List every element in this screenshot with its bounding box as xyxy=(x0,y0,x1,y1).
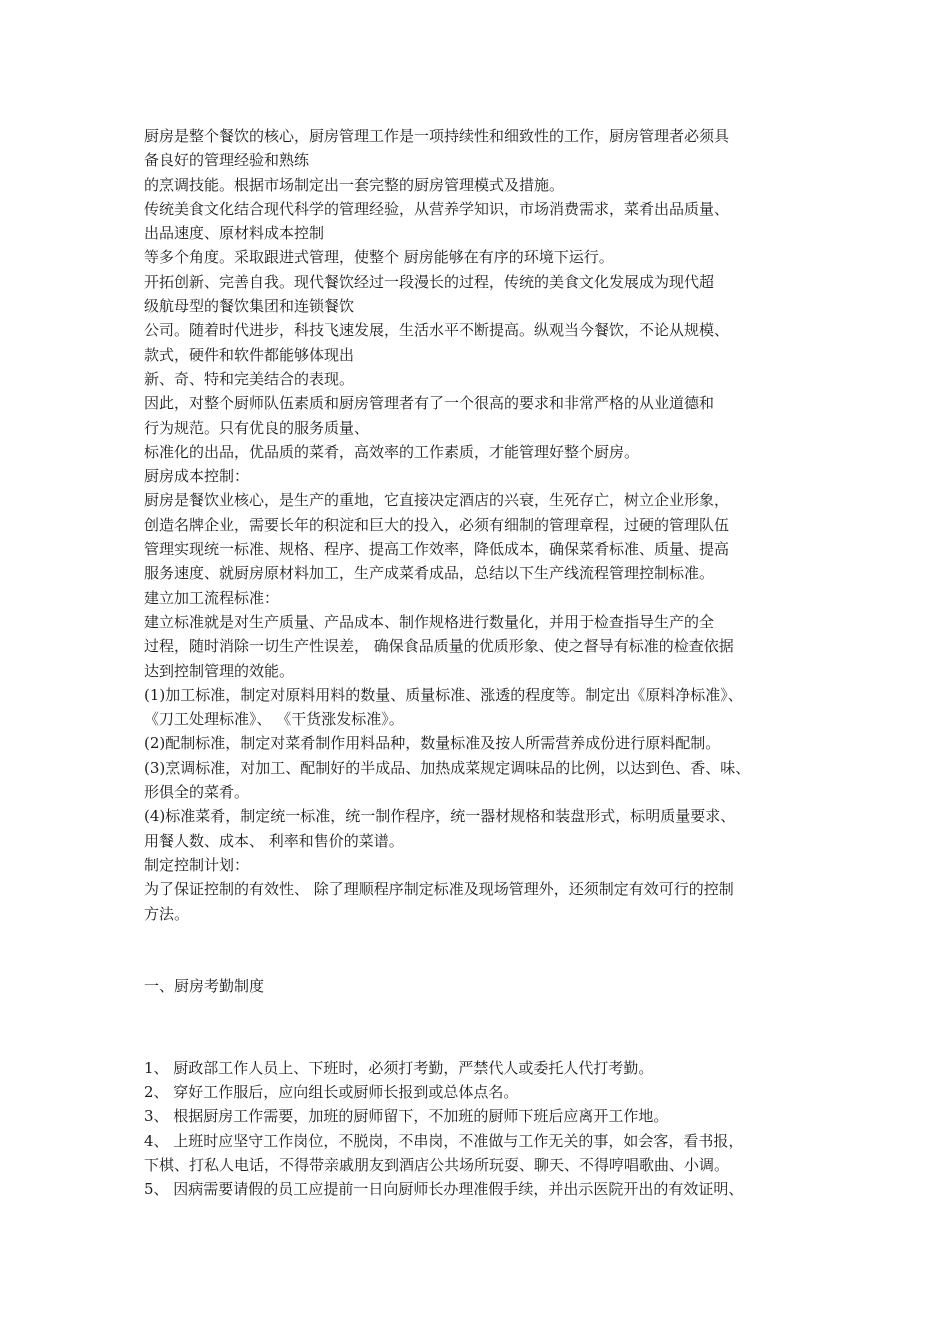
document-page xyxy=(144,124,824,1202)
section-heading: 一、厨房考勤制度 xyxy=(144,976,265,995)
list-item: (1)加工标准，制定对原料用料的数量、质量标准、涨透的程度等。制定出《原料净标准》、 xyxy=(144,685,743,704)
text-line: 服务速度、就厨房原材料加工，生产成菜肴成品，总结以下生产线流程管理控制标准。 xyxy=(144,564,715,583)
text-line: 用餐人数、成本、 利率和售价的菜谱。 xyxy=(144,831,404,850)
text-line: 级航母型的餐饮集团和连锁餐饮 xyxy=(144,297,355,316)
text-line: 形俱全的菜肴。 xyxy=(144,783,250,802)
rule-item: 3、 根据厨房工作需要，加班的厨师留下，不加班的厨师下班后应离开工作地。 xyxy=(144,1107,669,1126)
subheading-process-standard: 建立加工流程标准： xyxy=(144,588,280,607)
text-line: 厨房是整个餐饮的核心，厨房管理工作是一项持续性和细致性的工作，厨房管理者必须具 xyxy=(144,127,730,145)
text-line: 达到控制管理的效能。 xyxy=(144,661,295,680)
text-line: 为了保证控制的有效性、 除了理顺程序制定标准及现场管理外，还须制定有效可行的控制 xyxy=(144,880,734,899)
text-line: 标准化的出品，优品质的菜肴，高效率的工作素质，才能管理好整个厨房。 xyxy=(144,442,640,461)
text-line: 《刀工处理标准》、 《干货涨发标准》。 xyxy=(144,710,404,729)
subheading-cost-control: 厨房成本控制： xyxy=(144,467,250,486)
text-line: 行为规范。只有优良的服务质量、 xyxy=(144,418,370,437)
list-item: (2)配制标准，制定对菜肴制作用料品种，数量标准及按人所需营养成份进行原料配制。 xyxy=(144,734,721,753)
text-line: 建立标准就是对生产质量、产品成本、制作规格进行数量化，并用于检查指导生产的全 xyxy=(144,612,715,631)
text-line: 备良好的管理经验和熟练 xyxy=(144,151,310,170)
text-line: 公司。随着时代进步，科技飞速发展，生活水平不断提高。纵观当今餐饮，不论从规模、 xyxy=(144,321,730,340)
text-line: 下棋、打私人电话，不得带亲戚朋友到酒店公共场所玩耍、聊天、不得哼唱歌曲、小调。 xyxy=(144,1155,730,1174)
rule-item: 1、 厨政部工作人员上、下班时，必须打考勤，严禁代人或委托人代打考勤。 xyxy=(144,1058,654,1077)
text-line: 传统美食文化结合现代科学的管理经验，从营养学知识，市场消费需求，菜肴出品质量、 xyxy=(144,199,730,218)
list-item: (4)标准菜肴，制定统一标准，统一制作程序，统一器材规格和装盘形式，标明质量要求、 xyxy=(144,807,736,826)
text-line: 款式，硬件和软件都能够体现出 xyxy=(144,345,355,364)
text-line: 厨房是餐饮业核心，是生产的重地，它直接决定酒店的兴衰，生死存亡，树立企业形象， xyxy=(144,491,730,510)
intro-body xyxy=(144,124,824,926)
rule-item: 2、 穿好工作服后，应向组长或厨师长报到或总体点名。 xyxy=(144,1083,519,1102)
text-line: 方法。 xyxy=(144,904,190,923)
text-line: 过程，随时消除一切生产性误差， 确保食品质量的优质形象、使之督导有标准的检查依据 xyxy=(144,637,734,656)
list-item: (3)烹调标准，对加工、配制好的半成品、加热成菜规定调味品的比例，以达到色、香、味、 xyxy=(144,758,751,777)
text-line: 因此，对整个厨师队伍素质和厨房管理者有了一个很高的要求和非常严格的从业道德和 xyxy=(144,394,715,413)
text-line: 管理实现统一标准、规格、程序、提高工作效率，降低成本，确保菜肴标准、质量、提高 xyxy=(144,540,730,559)
rule-item: 5、 因病需要请假的员工应提前一日向厨师长办理准假手续，并出示医院开出的有效证明、 xyxy=(144,1180,744,1199)
text-line: 出品速度、原材料成本控制 xyxy=(144,224,325,243)
text-line: 创造名牌企业，需要长年的积淀和巨大的投入，必须有细制的管理章程，过硬的管理队伍 xyxy=(144,515,730,534)
text-line: 等多个角度。采取跟进式管理，使整个 厨房能够在有序的环境下运行。 xyxy=(144,248,614,267)
subheading-control-plan: 制定控制计划： xyxy=(144,855,250,874)
text-line: 开拓创新、完善自我。现代餐饮经过一段漫长的过程，传统的美食文化发展成为现代超 xyxy=(144,272,715,291)
attendance-rules xyxy=(144,1056,824,1202)
text-line: 新、奇、特和完美结合的表现。 xyxy=(144,369,355,388)
rule-item: 4、 上班时应坚守工作岗位，不脱岗，不串岗，不准做与工作无关的事，如会客，看书报， xyxy=(144,1131,744,1150)
text-line: 的烹调技能。根据市场制定出一套完整的厨房管理模式及措施。 xyxy=(144,175,565,194)
